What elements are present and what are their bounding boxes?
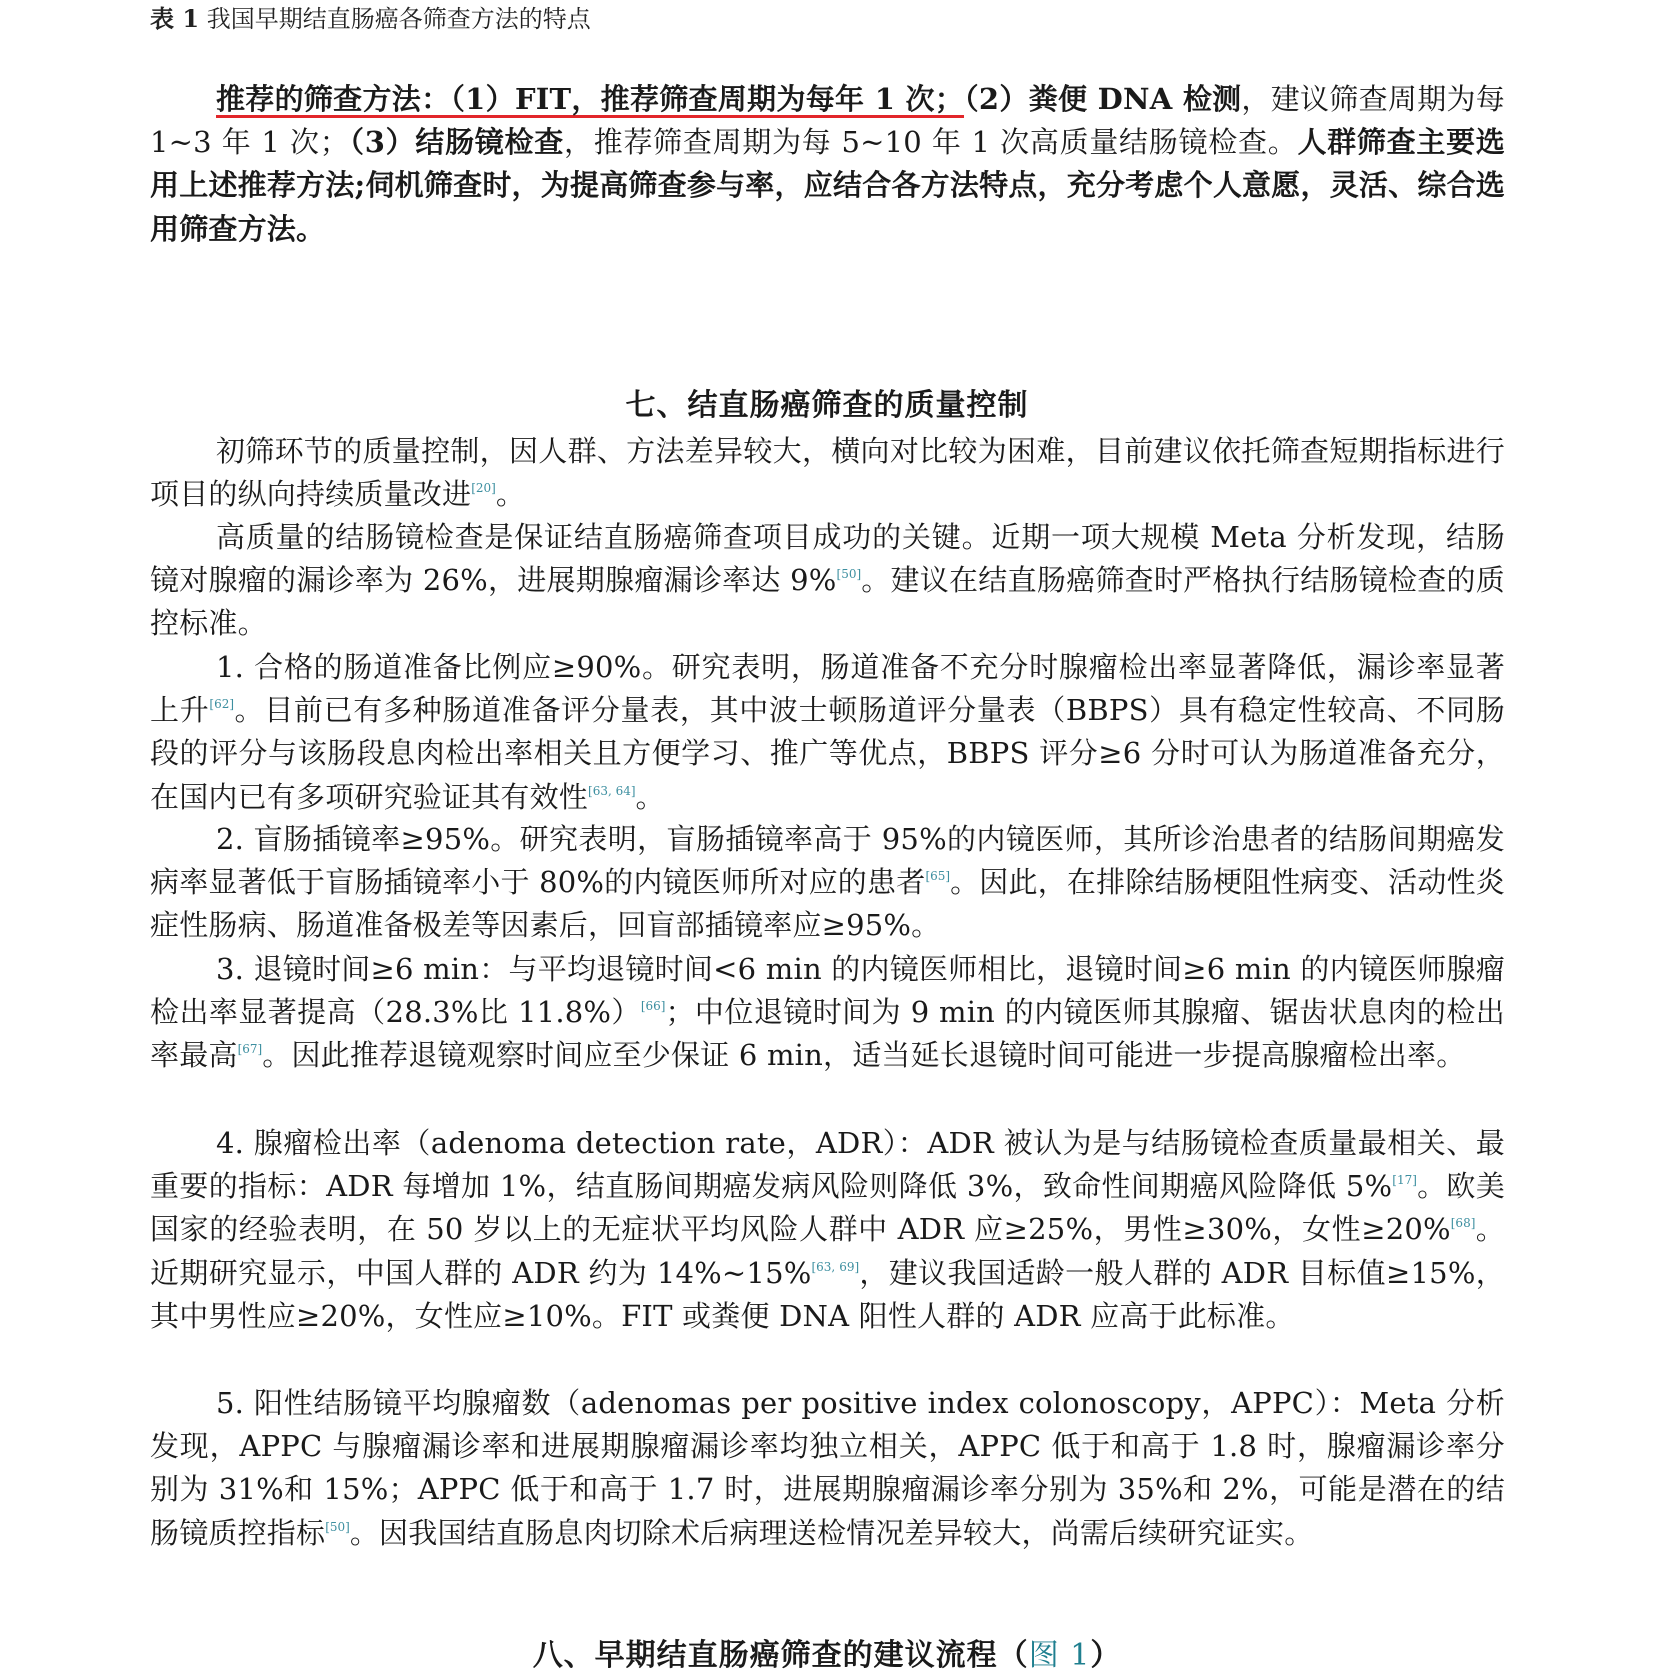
section-8-title-close: ） <box>1090 1638 1122 1673</box>
recommend-dna-period: ，建议筛查周期为每 1~3 年 1 次； <box>150 82 1505 160</box>
table-label: 表 1 <box>150 4 200 33</box>
paragraph-text: 。 <box>495 477 526 512</box>
paragraph-text: 。建议在结直肠癌筛查时严格执行结肠镜检查的质控标准。 <box>150 563 1505 641</box>
section-7-paragraph-2 <box>150 516 1505 646</box>
paragraph-text: 。欧美国家的经验表明，在 50 岁以上的无症状平均风险人群中 ADR 应≥25%，男性≥30%，女性≥20% <box>150 1169 1505 1247</box>
paragraph-text: ；中位退镜时间为 9 min 的内镜医师其腺瘤、锯齿状息肉的检出率最高 <box>150 995 1506 1073</box>
quality-item-2 <box>150 818 1505 948</box>
citation-ref[interactable]: [50] <box>836 567 862 582</box>
quality-item-5 <box>150 1382 1505 1555</box>
table-caption <box>150 4 591 34</box>
paragraph-text: 。 <box>635 779 665 814</box>
section-8-title <box>0 1636 1654 1676</box>
section-7-title: 七、结直肠癌筛查的质量控制 <box>625 388 1029 423</box>
citation-ref[interactable]: [68] <box>1450 1216 1476 1231</box>
quality-item-1 <box>150 646 1505 819</box>
paragraph-text: 高质量的结肠镜检查是保证结直肠癌筛查项目成功的关键。近期一项大规模 Meta 分析发现，结肠镜对腺瘤的漏诊率为 26%，进展期腺瘤漏诊率达 9% <box>150 520 1505 598</box>
recommend-colonoscopy: （3）结肠镜检查 <box>348 125 564 160</box>
quality-item-3 <box>150 948 1505 1078</box>
citation-ref[interactable]: [63, 69] <box>811 1259 860 1274</box>
citation-ref[interactable]: [20] <box>471 481 496 496</box>
recommend-summary: 人群筛查主要选用上述推荐方法;伺机筛查时，为提高筛查参与率，应结合各方法特点，充分考虑个人意愿，灵活、综合选用筛查方法。 <box>150 125 1506 246</box>
section-7-paragraph-1 <box>150 430 1505 516</box>
citation-ref[interactable]: [63, 64] <box>588 783 636 798</box>
citation-ref[interactable]: [17] <box>1392 1173 1417 1188</box>
citation-ref[interactable]: [62] <box>209 697 235 712</box>
paragraph-text: 2. 盲肠插镜率≥95%。研究表明，盲肠插镜率高于 95%的内镜医师，其所诊治患者的结肠间期癌发病率显著低于盲肠插镜率小于 80%的内镜医师所对应的患者 <box>150 822 1505 900</box>
figure-1-link[interactable]: 图 1 <box>1028 1638 1091 1673</box>
paragraph-text: 初筛环节的质量控制，因人群、方法差异较大，横向对比较为困难，目前建议依托筛查短期指标进行项目的纵向持续质量改进 <box>150 434 1505 512</box>
paragraph-text: 3. 退镜时间≥6 min：与平均退镜时间<6 min 的内镜医师相比，退镜时间≥6 min 的内镜医师腺瘤检出率显著提高（28.3%比 11.8%） <box>150 952 1505 1030</box>
table-caption-text: 我国早期结直肠癌各筛查方法的特点 <box>206 5 591 33</box>
citation-ref[interactable]: [65] <box>925 869 951 884</box>
recommend-dna: （2）粪便 DNA 检测 <box>964 82 1242 116</box>
paragraph-text: 4. 腺瘤检出率（adenoma detection rate，ADR）：ADR 被认为是与结肠镜检查质量最相关、最重要的指标：ADR 每增加 1%，结直肠间期癌发病风险则降低 3%，致命性间期癌风险降低 5% <box>150 1126 1505 1204</box>
paragraph-text: ，建议我国适龄一般人群的 ADR 目标值≥15%，其中男性应≥20%，女性应≥10%。FIT 或粪便 DNA 阳性人群的 ADR 应高于此标准。 <box>150 1255 1505 1333</box>
paragraph-text: 。因此推荐退镜观察时间应至少保证 6 min，适当延长退镜时间可能进一步提高腺瘤检出率。 <box>262 1038 1466 1073</box>
paragraph-text: 。因我国结直肠息肉切除术后病理送检情况差异较大，尚需后续研究证实。 <box>349 1515 1314 1550</box>
paragraph-text: 1. 合格的肠道准备比例应≥90%。研究表明，肠道准备不充分时腺瘤检出率显著降低，漏诊率显著上升 <box>150 650 1505 728</box>
quality-item-4 <box>150 1122 1505 1338</box>
paragraph-text: 5. 阳性结肠镜平均腺瘤数（adenomas per positive index colonoscopy，APPC）：Meta 分析发现，APPC 与腺瘤漏诊率和进展期腺瘤漏诊率均独立相关，APPC 低于和高于 1.8 时，腺瘤漏诊率分别为 31%和 15%；APPC 低于和高于 1.7 时，进展期腺瘤漏诊率分别为 35%和 2%，可能是潜在的结肠镜质控指标 <box>150 1386 1505 1550</box>
recommendation-paragraph <box>150 78 1505 251</box>
paragraph-text: 。目前已有多种肠道准备评分量表，其中波士顿肠道评分量表（BBPS）具有稳定性较高、不同肠段的评分与该肠段息肉检出率相关且方便学习、推广等优点，BBPS 评分≥6 分时可认为肠道准备充分，在国内已有多项研究验证其有效性 <box>150 693 1505 814</box>
paragraph-text: 。近期研究显示，中国人群的 ADR 约为 14%~15% <box>150 1212 1505 1290</box>
paragraph-text: 。因此，在排除结肠梗阻性病变、活动性炎症性肠病、肠道准备极差等因素后，回盲部插镜率应≥95%。 <box>150 865 1505 943</box>
recommend-colonoscopy-period: ，推荐筛查周期为每 5~10 年 1 次高质量结肠镜检查。 <box>563 125 1298 160</box>
citation-ref[interactable]: [50] <box>325 1519 350 1534</box>
recommend-fit: 推荐的筛查方法：（1）FIT，推荐筛查周期为每年 1 次； <box>216 82 965 116</box>
citation-ref[interactable]: [67] <box>237 1042 263 1057</box>
citation-ref[interactable]: [66] <box>640 999 666 1014</box>
section-8-title-text: 八、早期结直肠癌筛查的建议流程（ <box>532 1638 1029 1673</box>
